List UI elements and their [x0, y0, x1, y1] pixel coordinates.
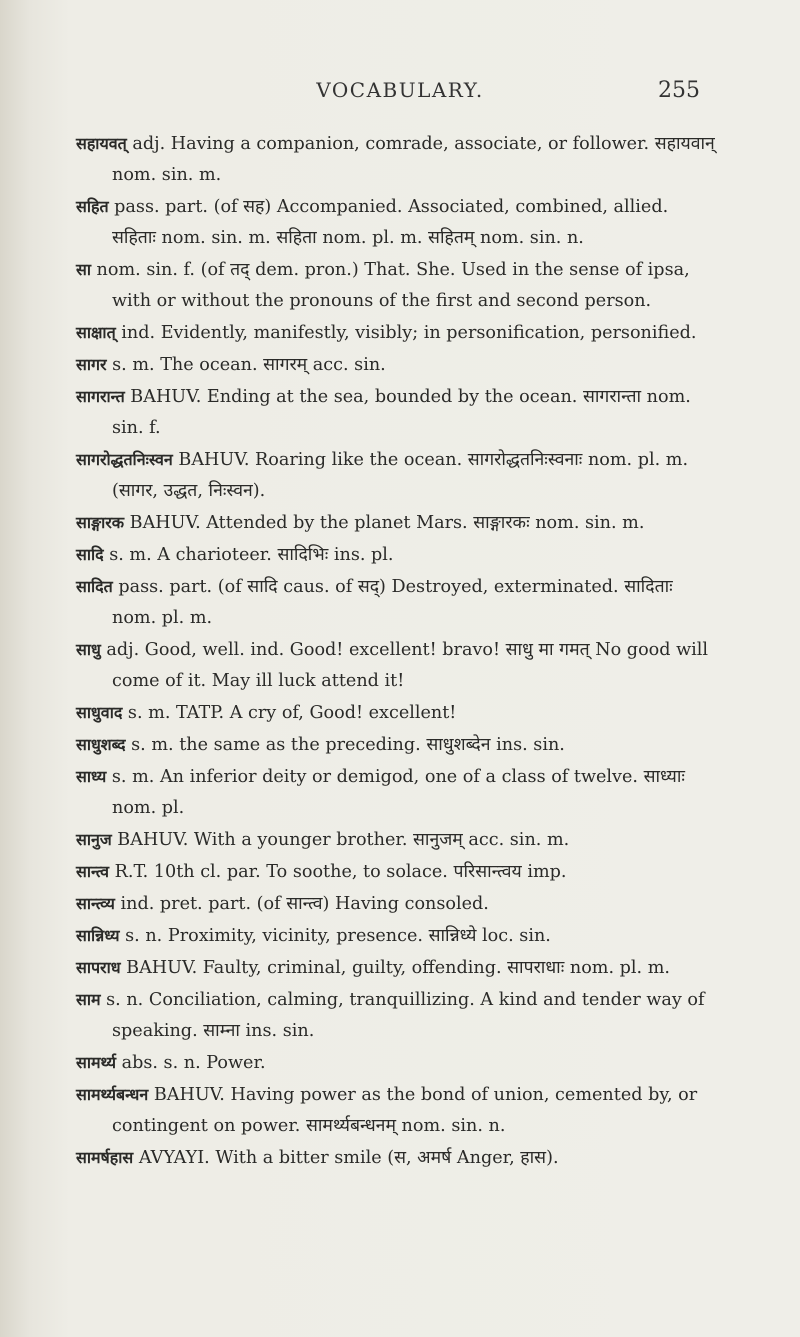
headword: साध्य	[76, 767, 107, 786]
definition: s. m. A charioteer. सादिभिः ins. pl.	[103, 545, 394, 565]
vocabulary-entry	[76, 697, 716, 729]
headword: सान्त्व	[76, 862, 110, 881]
definition: AVYAYI. With a bitter smile (स, अमर्ष Anger, हास).	[133, 1148, 559, 1168]
definition: adj. Good, well. ind. Good! excellent! bravo! साधु मा गमत् No good will come of it. May ill luck attend it!	[100, 640, 709, 691]
page-header	[0, 78, 800, 114]
vocabulary-entry	[76, 507, 716, 539]
vocabulary-entry	[76, 634, 716, 697]
definition: s. n. Conciliation, calming, tranquillizing. A kind and tender way of speaking. साम्ना ins. sin.	[100, 990, 705, 1041]
vocabulary-entry	[76, 349, 716, 381]
headword: सा	[76, 260, 91, 279]
headword: साम	[76, 990, 101, 1009]
vocabulary-entry	[76, 952, 716, 984]
vocabulary-entries	[0, 128, 800, 1174]
definition: BAHUV. Faulty, criminal, guilty, offending. सापराधाः nom. pl. m.	[120, 958, 671, 978]
headword: सामर्थ्य	[76, 1053, 116, 1072]
definition: BAHUV. Having power as the bond of union, cemented by, or contingent on power. सामर्थ्यबन्धनम् nom. sin. n.	[112, 1085, 698, 1136]
headword: सापराध	[76, 958, 121, 977]
headword: सान्निध्य	[76, 926, 120, 945]
headword: साधु	[76, 640, 101, 659]
headword: सान्त्व्य	[76, 894, 115, 913]
headword: सागरोद्धतनिःस्वन	[76, 450, 173, 469]
vocabulary-entry	[76, 571, 716, 634]
headword: सादि	[76, 545, 104, 564]
definition: s. m. the same as the preceding. साधुशब्देन ins. sin.	[125, 735, 565, 755]
vocabulary-entry	[76, 761, 716, 824]
definition: BAHUV. Ending at the sea, bounded by the ocean. सागरान्ता nom. sin. f.	[112, 387, 691, 438]
vocabulary-entry	[76, 1047, 716, 1079]
vocabulary-entry	[76, 1142, 716, 1174]
vocabulary-entry	[76, 254, 716, 317]
headword: सामर्थ्यबन्धन	[76, 1085, 149, 1104]
definition: adj. Having a companion, comrade, associate, or follower. सहायवान् nom. sin. m.	[112, 134, 715, 185]
definition: ind. pret. part. (of सान्त्व) Having consoled.	[114, 894, 489, 914]
definition: pass. part. (of सह) Accompanied. Associated, combined, allied. सहिताः nom. sin. m. सहिता nom. pl. m. सहितम् nom. sin. n.	[108, 197, 669, 248]
definition: abs. s. n. Power.	[115, 1053, 266, 1073]
vocabulary-entry	[76, 729, 716, 761]
vocabulary-entry	[76, 539, 716, 571]
headword: साङ्गारक	[76, 513, 125, 532]
definition: s. m. TATP. A cry of, Good! excellent!	[122, 703, 457, 723]
vocabulary-entry	[76, 444, 716, 507]
headword: सागर	[76, 355, 107, 374]
definition: BAHUV. With a younger brother. सानुजम् acc. sin. m.	[111, 830, 570, 850]
headword: सहायवत्	[76, 134, 127, 153]
definition: s. m. The ocean. सागरम् acc. sin.	[106, 355, 386, 375]
headword: सादित	[76, 577, 113, 596]
vocabulary-entry	[76, 128, 716, 191]
headword: सानुज	[76, 830, 112, 849]
vocabulary-entry	[76, 1079, 716, 1142]
headword: साधुशब्द	[76, 735, 126, 754]
vocabulary-entry	[76, 824, 716, 856]
definition: s. n. Proximity, vicinity, presence. सान्निध्ये loc. sin.	[119, 926, 551, 946]
headword: साधुवाद	[76, 703, 123, 722]
vocabulary-entry	[76, 888, 716, 920]
definition: nom. sin. f. (of तद् dem. pron.) That. She. Used in the sense of ipsa, with or without the pronouns of the first and second person.	[90, 260, 690, 311]
vocabulary-entry	[76, 191, 716, 254]
definition: BAHUV. Attended by the planet Mars. साङ्गारकः nom. sin. m.	[124, 513, 645, 533]
headword: सहित	[76, 197, 109, 216]
headword: सामर्षहास	[76, 1148, 134, 1167]
headword: साक्षात्	[76, 323, 116, 342]
definition: pass. part. (of सादि caus. of सद्) Destroyed, exterminated. सादिताः nom. pl. m.	[112, 577, 673, 628]
vocabulary-entry	[76, 381, 716, 444]
vocabulary-entry	[76, 984, 716, 1047]
vocabulary-entry	[76, 317, 716, 349]
definition: R.T. 10th cl. par. To soothe, to solace. परिसान्त्वय imp.	[109, 862, 567, 882]
definition: ind. Evidently, manifestly, visibly; in personification, personified.	[115, 323, 697, 343]
definition: s. m. An inferior deity or demigod, one of a class of twelve. साध्याः nom. pl.	[106, 767, 685, 818]
definition: BAHUV. Roaring like the ocean. सागरोद्धतनिःस्वनाः nom. pl. m. (सागर, उद्धत, निःस्वन).	[112, 450, 689, 501]
vocabulary-entry	[76, 920, 716, 952]
page-number: 255	[658, 78, 700, 103]
running-head: VOCABULARY.	[316, 78, 484, 102]
headword: सागरान्त	[76, 387, 125, 406]
vocabulary-entry	[76, 856, 716, 888]
